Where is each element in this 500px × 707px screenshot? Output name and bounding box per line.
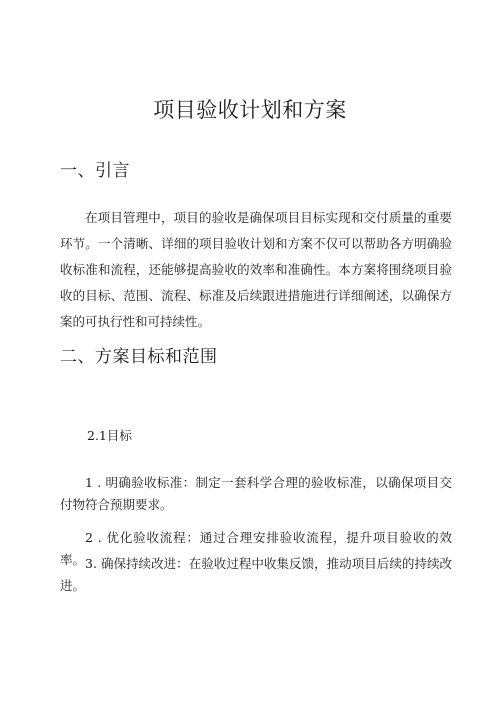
goal-item-3: 3. 确保持续改进：在验收过程中收集反馈，推动项目后续的持续改进。	[60, 556, 452, 593]
goal-item-2: 2 . 优化验收流程：通过合理安排验收流程，提升项目验收的效率。	[60, 530, 452, 567]
introduction-paragraph: 在项目管理中，项目的验收是确保项目目标实现和交付质量的重要环节。一个清晰、详细的项目验收计划和方案不仅可以帮助各方明确验收标准和流程，还能够提高验收的效率和准确性。本方案将围绕项目验收的目标、范围、流程、标准及后续跟进措施进行详细阐述，以确保方案的可执行性和可持续性。	[60, 210, 452, 329]
subsection-heading-goals: 2.1目标	[87, 428, 132, 443]
section-heading-goals-and-scope: 二、方案目标和范围	[60, 347, 218, 367]
goal-item-1: 1 . 明确验收标准：制定一套科学合理的验收标准，以确保项目交付物符合预期要求。	[60, 475, 452, 512]
section-heading-introduction: 一、引言	[60, 161, 130, 181]
document-title: 项目验收计划和方案	[153, 98, 347, 122]
